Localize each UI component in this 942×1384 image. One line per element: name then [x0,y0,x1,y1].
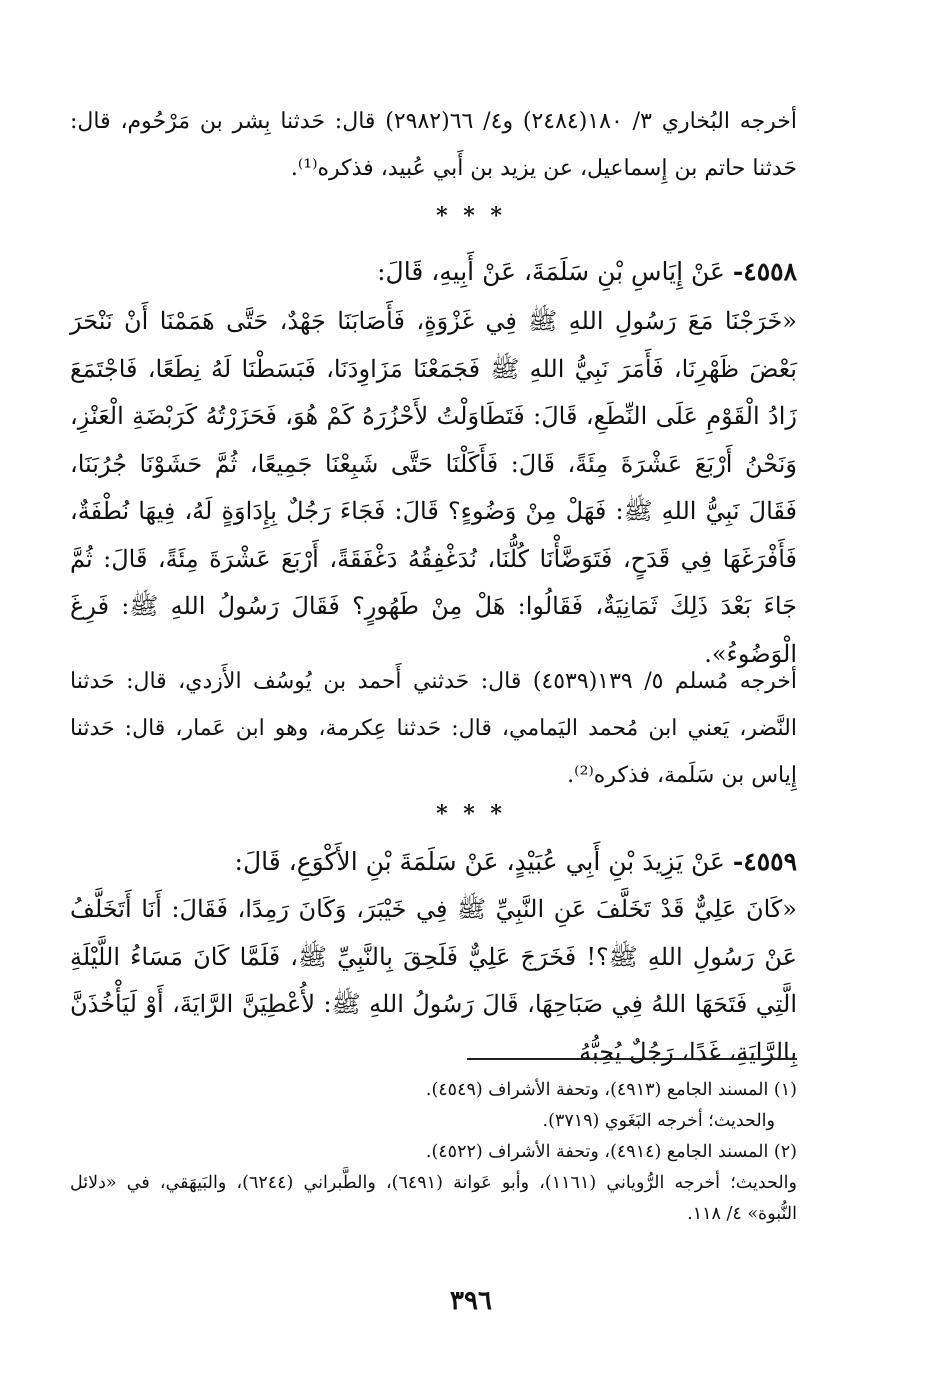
footnote-2-note: والحديث؛ أخرجه الرُّوياني (١١٦١)، وأبو عَوانة (٦٤٩١)، والطَّبراني (٦٢٤٤)، والبَيهَقي، في «دلائل النُّبوة» ٤/ ١١٨. [70,1173,797,1224]
source-note-block-2 [70,658,797,799]
hadith-header-4558 [70,247,797,297]
source-note-text: أخرجه البُخاري ٣/ ١٨٠(٢٤٨٤) و٤/ ٦٦(٢٩٨٢) قال: حَدثنا بِشر بن مَرْحُوم، قال: حَدثنا حاتم بن إِسماعيل، عن يزيد بن أَبي عُبيد، فذكره⁽¹⁾. [70,109,798,181]
source-note-text: أخرجه مُسلم ٥/ ١٣٩(٤٥٣٩) قال: حَدثني أَحمد بن يُوسُف الأَزدي، قال: حَدثنا النَّضر، يَعني ابن مُحمد اليَمامي، قال: حَدثنا عِكرمة، وهو ابن عَمار، قال: حَدثنا إِياس بن سَلَمة، فذكره⁽²⁾. [70,669,797,788]
hadith-matn: «خَرَجْنَا مَعَ رَسُولِ اللهِ ﷺ فِي غَزْوَةٍ، فَأَصَابَنَا جَهْدٌ، حَتَّى هَمَمْنَا أَنْ نَنْحَرَ بَعْضَ ظَهْرِنَا، فَأَمَرَ نَبِيُّ اللهِ ﷺ فَجَمَعْنَا مَزَاوِدَنَا، فَبَسَطْنَا لَهُ نِطَعًا، فَاجْتَمَعَ زَادُ الْقَوْمِ عَلَى النِّطَعِ، قَالَ: فَتَطَاوَلْتُ لأَحْزُرَهُ كَمْ هُوَ، فَحَزَرْتُهُ كَرَبْضَةِ الْعَنْزِ، وَنَحْنُ أَرْبَعَ عَشْرَةَ مِئَةً، قَالَ: فَأَكَلْنَا حَتَّى شَبِعْنَا جَمِيعًا، ثُمَّ حَشَوْنَا جُرُبَنَا، فَقَالَ نَبِيُّ اللهِ ﷺ: فَهَلْ مِنْ وَضُوءٍ؟ قَالَ: فَجَاءَ رَجُلٌ بِإِدَاوَةٍ لَهُ، فِيهَا نُطْفَةٌ، فَأَفْرَغَهَا فِي قَدَحٍ، فَتَوَضَّأْنَا كُلُّنَا، نُدَغْفِقُهُ دَغْفَقَةً، أَرْبَعَ عَشْرَةَ مِئَةً، قَالَ: ثُمَّ جَاءَ بَعْدَ ذَلِكَ ثَمَانِيَةٌ، فَقَالُوا: هَلْ مِنْ طَهُورٍ؟ فَقَالَ رَسُولُ اللهِ ﷺ: فَرِغَ الْوَضُوءُ». [70,307,797,668]
hadith-number: ٤٥٥٩- [732,847,797,876]
hadith-text-4558 [70,298,797,678]
separator-stars: * * * [436,203,506,229]
hadith-matn: «كَانَ عَلِيٌّ قَدْ تَخَلَّفَ عَنِ النَّبِيِّ ﷺ فِي خَيْبَرَ، وَكَانَ رَمِدًا، فَقَالَ: أَنَا أَتَخَلَّفُ عَنْ رَسُولِ اللهِ ﷺ؟! فَخَرَجَ عَلِيٌّ فَلَحِقَ بِالنَّبِيِّ ﷺ، فَلَمَّا كَانَ مَسَاءُ اللَّيْلَةِ الَّتِي فَتَحَهَا اللهُ فِي صَبَاحِهَا، قَالَ رَسُولُ اللهِ ﷺ: لأُعْطِيَنَّ الرَّايَةَ، أَوْ لَيَأْخُذَنَّ بِالرَّايَةِ، غَدًا، رَجُلٌ يُحِبُّهُ [70,895,797,1066]
footnote-divider [467,1058,797,1060]
footnote-1-note: والحديث؛ أخرجه البَغَوي (٣٧١٩). [542,1111,775,1131]
page-number: ٣٩٦ [450,1286,492,1316]
hadith-header-4559 [70,837,797,887]
source-note-block-1 [70,98,797,192]
footnotes [70,1075,797,1230]
hadith-text-4559 [70,886,797,1076]
footnote-1: (١) المسند الجامع (٤٩١٣)، وتحفة الأشراف (٤٥٤٩). [425,1080,797,1100]
hadith-chain: عَنْ إِيَاسِ بْنِ سَلَمَةَ، عَنْ أَبِيهِ، قَالَ: [377,257,725,286]
separator-stars: * * * [436,801,506,827]
hadith-number: ٤٥٥٨- [732,257,797,286]
footnote-2: (٢) المسند الجامع (٤٩١٤)، وتحفة الأشراف (٤٥٢٢). [425,1142,797,1162]
hadith-chain: عَنْ يَزِيدَ بْنِ أَبِي عُبَيْدٍ، عَنْ سَلَمَةَ بْنِ الأَكْوَعِ، قَالَ: [234,847,725,876]
